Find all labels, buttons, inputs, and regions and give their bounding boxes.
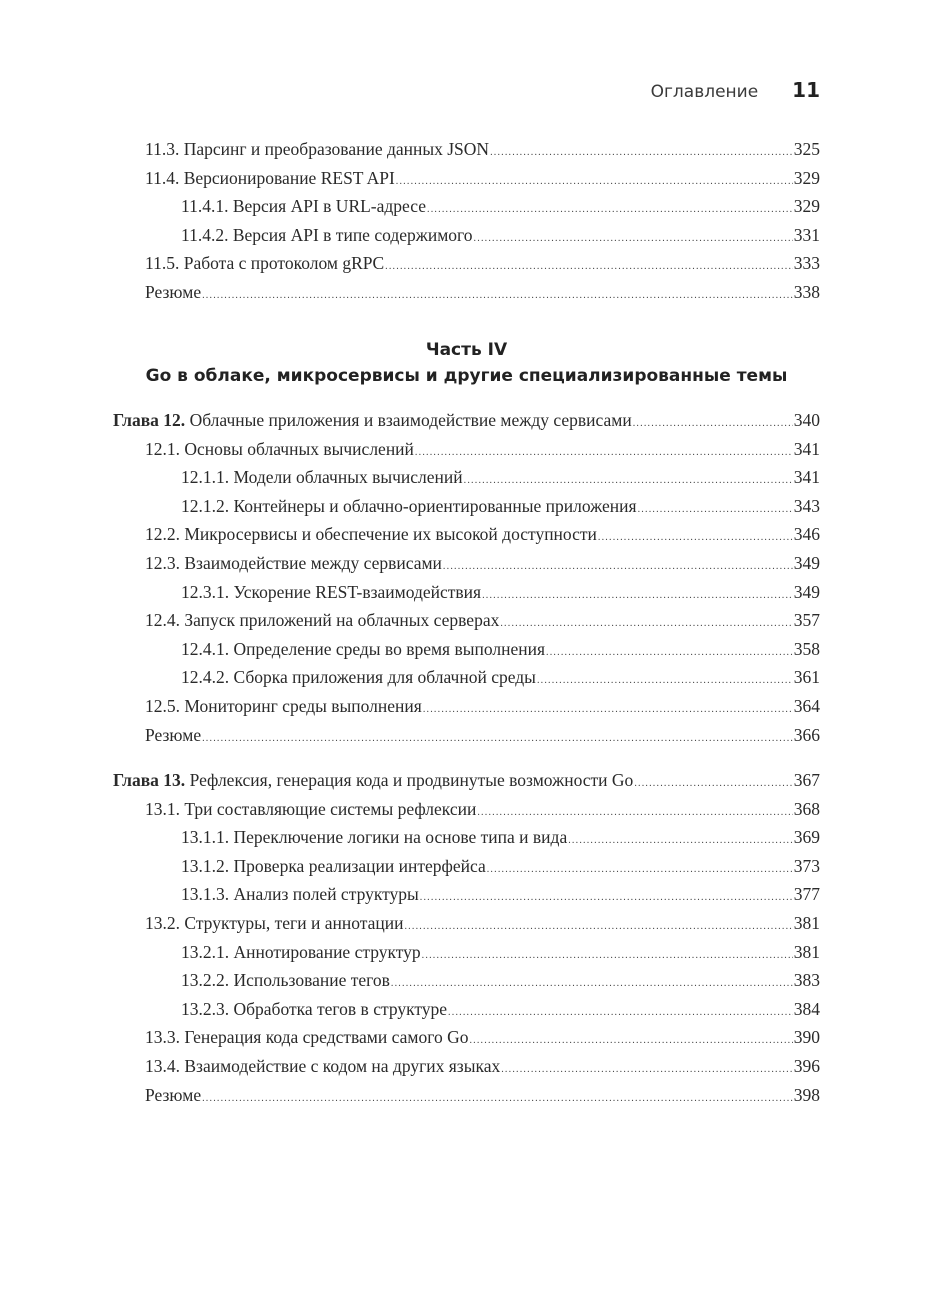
leader-dots — [469, 1027, 792, 1056]
toc-entry[interactable]: 12.4.1. Определение среды во время выполнения ..... 358 — [113, 635, 820, 664]
leader-dots — [415, 439, 793, 468]
leader-dots — [404, 913, 792, 942]
toc-entry[interactable]: 13.1.3. Анализ полей структуры ..... 377 — [113, 880, 820, 909]
leader-dots — [487, 856, 793, 885]
toc-chapter-12 — [113, 406, 820, 749]
page-number: 11 — [792, 78, 820, 102]
leader-dots — [427, 196, 793, 225]
leader-dots — [448, 999, 793, 1028]
leader-dots — [423, 696, 793, 725]
toc-entry[interactable]: Резюме ..... 398 — [113, 1081, 820, 1110]
leader-dots — [633, 410, 793, 439]
leader-dots — [202, 1085, 793, 1114]
header-title: Оглавление — [650, 82, 759, 102]
leader-dots — [537, 667, 793, 696]
toc-entry[interactable]: 12.2. Микросервисы и обеспечение их высокой доступности ..... 346 — [113, 520, 820, 549]
toc-entry[interactable]: 13.1. Три составляющие системы рефлексии ..... 368 — [113, 795, 820, 824]
leader-dots — [385, 253, 793, 282]
toc-chapter-entry[interactable]: Глава 12. Облачные приложения и взаимодействие между сервисами ..... 340 — [113, 406, 820, 435]
leader-dots — [396, 168, 793, 197]
toc-entry[interactable]: 12.3.1. Ускорение REST-взаимодействия ..... 349 — [113, 578, 820, 607]
toc-entry[interactable]: Резюме ..... 338 — [113, 278, 820, 307]
toc-section-11 — [113, 135, 820, 307]
leader-dots — [420, 884, 793, 913]
toc-entry[interactable]: 13.2. Структуры, теги и аннотации ..... 381 — [113, 909, 820, 938]
toc-entry[interactable]: 13.3. Генерация кода средствами самого Go ..... 390 — [113, 1023, 820, 1052]
leader-dots — [202, 725, 793, 754]
leader-dots — [638, 496, 793, 525]
toc-entry[interactable]: 11.5. Работа с протоколом gRPC ..... 333 — [113, 249, 820, 278]
toc-entry[interactable]: 13.1.1. Переключение логики на основе типа и вида ..... 369 — [113, 823, 820, 852]
leader-dots — [422, 942, 793, 971]
leader-dots — [501, 1056, 793, 1085]
toc-entry[interactable]: 13.2.2. Использование тегов ..... 383 — [113, 966, 820, 995]
part-title: Часть IV — [425, 340, 508, 360]
toc-entry[interactable]: 12.5. Мониторинг среды выполнения ..... 364 — [113, 692, 820, 721]
toc-entry[interactable]: Резюме ..... 366 — [113, 721, 820, 750]
toc-chapter-13 — [113, 766, 820, 1109]
running-header — [651, 78, 820, 102]
leader-dots — [634, 770, 792, 799]
toc-entry[interactable]: 11.4.1. Версия API в URL-адресе ..... 329 — [113, 192, 820, 221]
leader-dots — [202, 282, 793, 311]
toc-entry[interactable]: 12.1.1. Модели облачных вычислений ..... 341 — [113, 463, 820, 492]
toc-entry[interactable]: 12.4.2. Сборка приложения для облачной среды ..... 361 — [113, 663, 820, 692]
leader-dots — [474, 225, 793, 254]
toc-entry[interactable]: 13.2.3. Обработка тегов в структуре ..... 384 — [113, 995, 820, 1024]
part-heading — [113, 337, 820, 389]
toc-entry[interactable]: 13.1.2. Проверка реализации интерфейса ..... 373 — [113, 852, 820, 881]
toc-entry[interactable]: 11.3. Парсинг и преобразование данных JSON ..... 325 — [113, 135, 820, 164]
toc-entry[interactable]: 11.4. Версионирование REST API ..... 329 — [113, 164, 820, 193]
toc-chapter-entry[interactable]: Глава 13. Рефлексия, генерация кода и продвинутые возможности Go ..... 367 — [113, 766, 820, 795]
toc-entry[interactable]: 13.4. Взаимодействие с кодом на других языках ..... 396 — [113, 1052, 820, 1081]
toc-entry[interactable]: 12.4. Запуск приложений на облачных серверах ..... 357 — [113, 606, 820, 635]
toc-entry[interactable]: 13.2.1. Аннотирование структур ..... 381 — [113, 938, 820, 967]
leader-dots — [482, 582, 793, 611]
leader-dots — [443, 553, 793, 582]
toc-entry[interactable]: 11.4.2. Версия API в типе содержимого ..... 331 — [113, 221, 820, 250]
leader-dots — [598, 524, 793, 553]
toc-entry[interactable]: 12.1.2. Контейнеры и облачно-ориентированные приложения ..... 343 — [113, 492, 820, 521]
leader-dots — [546, 639, 793, 668]
leader-dots — [490, 139, 793, 168]
leader-dots — [568, 827, 793, 856]
toc-entry[interactable]: 12.1. Основы облачных вычислений ..... 341 — [113, 435, 820, 464]
toc-entry[interactable]: 12.3. Взаимодействие между сервисами ..... 349 — [113, 549, 820, 578]
leader-dots — [391, 970, 793, 999]
part-subtitle: Go в облаке, микросервисы и другие специализированные темы — [145, 366, 788, 386]
